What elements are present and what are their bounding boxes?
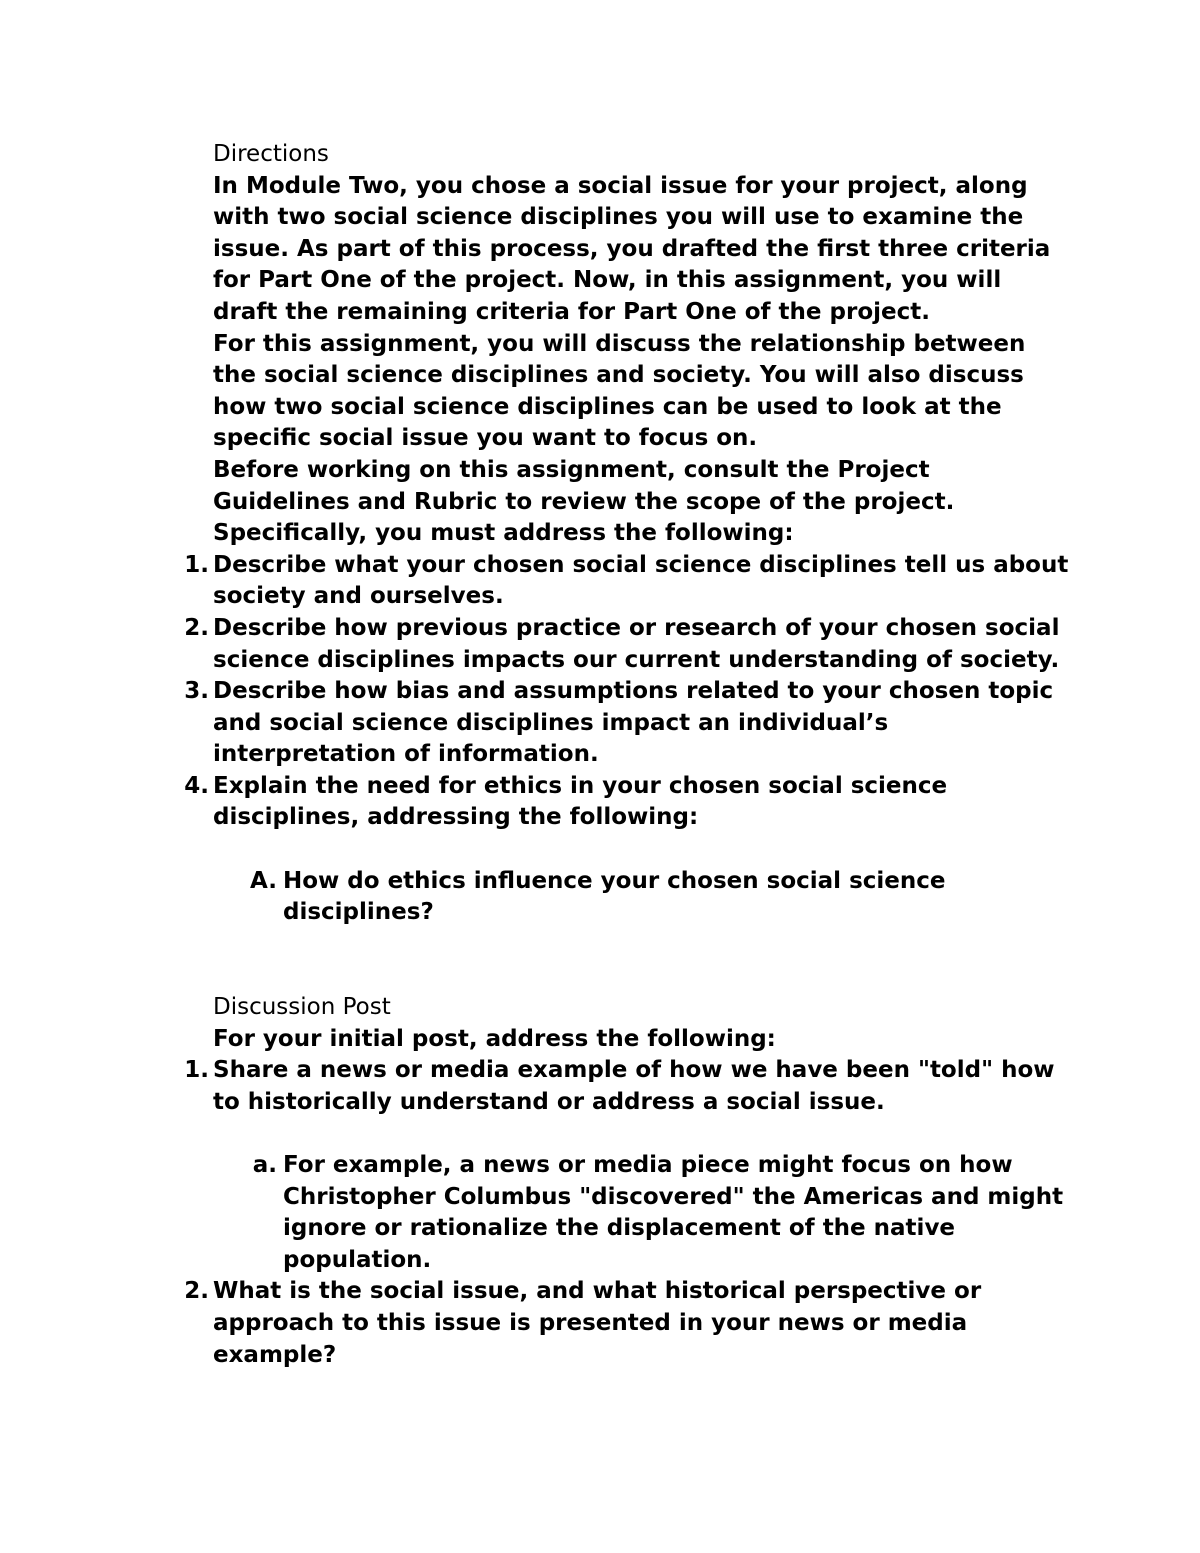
- list-item: [184, 550, 1073, 613]
- directions-paragraph-1: In Module Two, you chose a social issue for your project, along with two social science disciplines you will use to examine the issue. As part of this process, you drafted the first three criteria for Part One of the project. Now, in this assignment, you will draft the remaining criteria for Part One of the project.: [213, 172, 1051, 325]
- list-marker: 4.: [184, 772, 209, 799]
- discussion-list: [184, 1055, 1073, 1118]
- sub-list-item-text: For example, a news or media piece might focus on how Christopher Columbus "discovered" the Americas and might ignore or rationalize the displacement of the native population.: [283, 1152, 1064, 1273]
- discussion-sub-list: [213, 1150, 1073, 1276]
- list-item: [184, 676, 1073, 771]
- sub-list-marker: A.: [250, 867, 277, 894]
- list-item: [184, 1055, 1073, 1118]
- list-item-text: Describe how previous practice or research of your chosen social science disciplines impacts our current understanding of society.: [213, 614, 1060, 673]
- sub-list-item: [250, 866, 1073, 929]
- spacer: [213, 929, 1073, 992]
- discussion-heading: Discussion Post: [213, 994, 391, 1021]
- directions-heading: Directions: [213, 141, 329, 167]
- directions-sub-list: [213, 866, 1073, 929]
- sub-list-marker: a.: [252, 1152, 277, 1178]
- discussion-intro: For your initial post, address the following:: [213, 1025, 776, 1052]
- list-item-text: Describe what your chosen social science disciplines tell us about society and ourselves.: [213, 551, 1069, 610]
- list-item: [184, 1276, 1073, 1371]
- list-marker: 1.: [184, 1057, 209, 1084]
- spacer: [213, 834, 1073, 866]
- list-item-text: Explain the need for ethics in your chosen social science disciplines, addressing the following:: [213, 772, 948, 831]
- list-item: [184, 613, 1073, 676]
- directions-paragraph-3: Before working on this assignment, consult the Project Guidelines and Rubric to review the scope of the project.: [213, 456, 955, 515]
- directions-paragraph-2: For this assignment, you will discuss the relationship between the social science disciplines and society. You will also discuss how two social science disciplines can be used to look at the specific social issue you want to focus on.: [213, 330, 1026, 452]
- list-marker: 2.: [184, 1278, 209, 1305]
- list-item-text: Describe how bias and assumptions related to your chosen topic and social science disciplines impact an individual’s interpretation of information.: [213, 678, 1054, 768]
- directions-paragraph-4: Specifically, you must address the following:: [213, 520, 794, 547]
- list-item-text: What is the social issue, and what historical perspective or approach to this issue is presented in your news or media example?: [213, 1278, 982, 1368]
- list-item: [184, 771, 1073, 834]
- list-marker: 3.: [184, 678, 209, 705]
- list-marker: 2.: [184, 614, 209, 641]
- list-marker: 1.: [184, 551, 209, 578]
- list-item-text: Share a news or media example of how we have been "told" how to historically understand or address a social issue.: [213, 1057, 1055, 1115]
- directions-list: [184, 550, 1073, 834]
- sub-list-item: [252, 1150, 1073, 1276]
- spacer: [213, 1118, 1073, 1150]
- sub-list-item-text: How do ethics influence your chosen social science disciplines?: [283, 867, 946, 926]
- discussion-list-continued: [184, 1276, 1073, 1371]
- document-body: [184, 139, 1073, 1371]
